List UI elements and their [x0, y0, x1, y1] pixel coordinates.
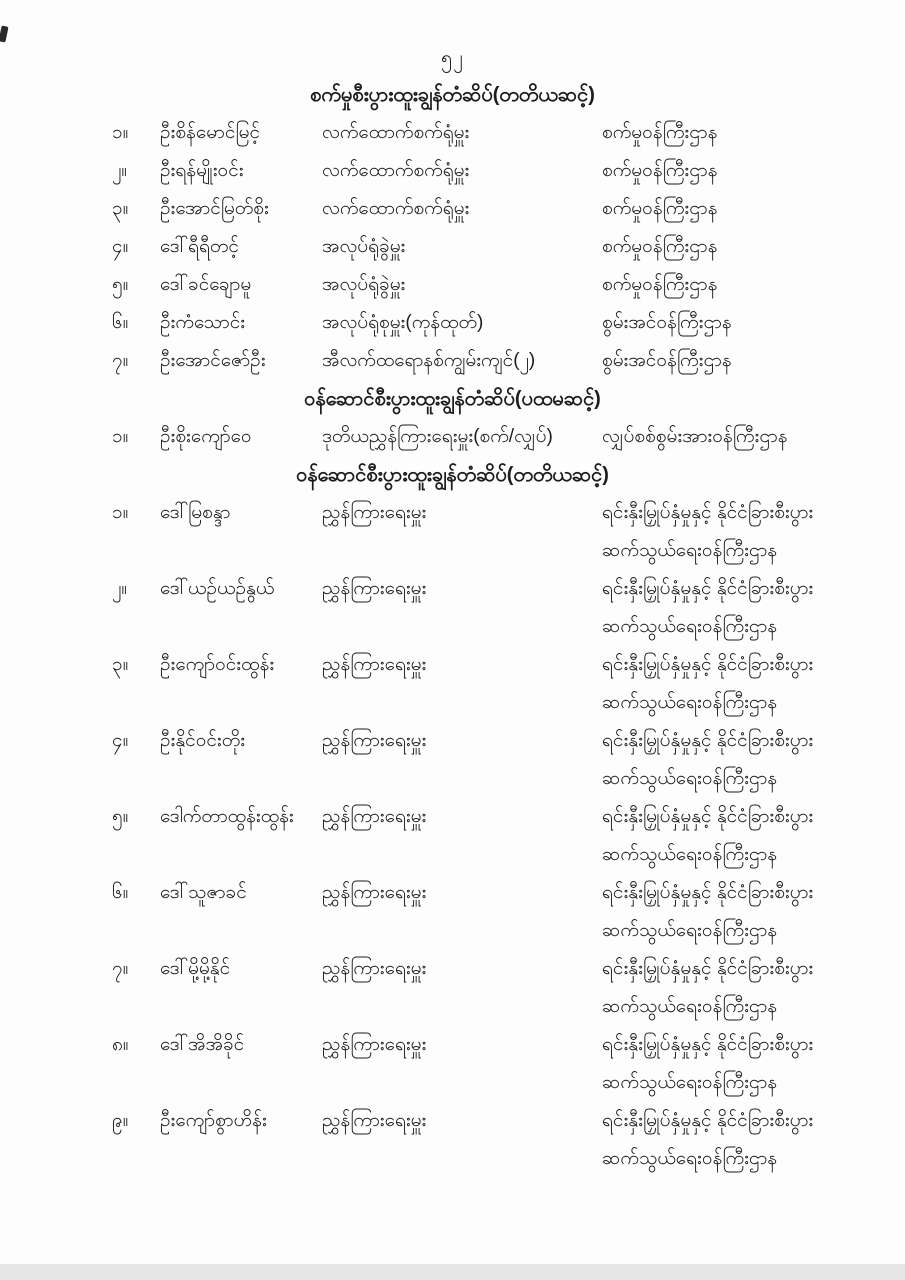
recipient-department	[602, 304, 869, 342]
recipient-row	[112, 646, 869, 722]
recipient-department	[602, 798, 869, 874]
recipient-position: အလုပ်ရုံခွဲမှူး	[322, 274, 406, 295]
recipient-position: ညွှန်ကြားရေးမှူး	[322, 578, 427, 599]
page-number: ၅၂	[440, 47, 465, 69]
department-line: ရင်းနှီးမြှုပ်နှံမှုနှင့် နိုင်ငံခြားစီးပွား	[602, 578, 814, 599]
recipient-position: ညွှန်ကြားရေးမှူး	[322, 806, 427, 827]
department-line: ရင်းနှီးမြှုပ်နှံမှုနှင့် နိုင်ငံခြားစီးပွား	[602, 1034, 814, 1055]
recipient-department	[602, 494, 869, 570]
row-number: ၇။	[112, 958, 129, 979]
recipient-position: အလုပ်ရုံခွဲမှူး	[322, 236, 406, 257]
recipient-position: ညွှန်ကြားရေးမှူး	[322, 654, 427, 675]
recipient-name: ဒေါ်ခင်ချောမူ	[160, 274, 252, 295]
recipient-row	[112, 418, 869, 456]
recipient-department	[602, 570, 869, 646]
recipient-name: ဦးကျော်ဝင်းထွန်း	[160, 654, 275, 675]
scan-edge-shadow	[0, 1264, 905, 1280]
row-number: ၂။	[112, 160, 128, 181]
department-line: စွမ်းအင်ဝန်ကြီးဌာန	[602, 350, 732, 371]
recipient-position: ဒုတိယညွှန်ကြားရေးမှူး(စက်/လျှပ်)	[322, 426, 553, 447]
department-line: စွမ်းအင်ဝန်ကြီးဌာန	[602, 312, 732, 333]
recipient-position: ညွှန်ကြားရေးမှူး	[322, 1034, 427, 1055]
recipient-row	[112, 114, 869, 152]
row-number: ၁။	[112, 502, 129, 523]
recipient-row	[112, 494, 869, 570]
row-number: ၇။	[112, 350, 129, 371]
department-line: ရင်းနှီးမြှုပ်နှံမှုနှင့် နိုင်ငံခြားစီးပွား	[602, 882, 814, 903]
section-heading: စက်မှုစီးပွားထူးချွန်တံဆိပ်(တတိယဆင့်)	[310, 84, 595, 106]
recipient-department	[602, 950, 869, 1026]
department-line: စက်မှုဝန်ကြီးဌာန	[602, 160, 718, 181]
row-number: ၅။	[112, 274, 129, 295]
department-line: စက်မှုဝန်ကြီးဌာန	[602, 236, 718, 257]
recipient-position: အလုပ်ရုံစုမှူး(ကုန်ထုတ်)	[322, 312, 484, 333]
recipient-name: ဒေါ်ရီရီတင့်	[160, 236, 239, 257]
recipient-row	[112, 190, 869, 228]
recipient-department	[602, 228, 869, 266]
recipient-department	[602, 722, 869, 798]
recipient-department	[602, 1026, 869, 1102]
recipient-position: ညွှန်ကြားရေးမှူး	[322, 1110, 427, 1131]
department-line: ဆက်သွယ်ရေးဝန်ကြီးဌာန	[602, 1072, 778, 1093]
department-line: စက်မှုဝန်ကြီးဌာန	[602, 274, 718, 295]
recipient-row	[112, 950, 869, 1026]
recipient-row	[112, 342, 869, 380]
row-number: ၁။	[112, 426, 129, 447]
department-line: ဆက်သွယ်ရေးဝန်ကြီးဌာန	[602, 616, 778, 637]
recipient-name: ဦးကျော်စွာဟိန်း	[160, 1110, 267, 1131]
department-line: ရင်းနှီးမြှုပ်နှံမှုနှင့် နိုင်ငံခြားစီးပွား	[602, 806, 814, 827]
recipient-position: လက်ထောက်စက်ရုံမှူး	[322, 198, 470, 219]
section-heading: ဝန်ဆောင်စီးပွားထူးချွန်တံဆိပ်(ပထမဆင့်)	[304, 388, 601, 410]
recipient-position: ညွှန်ကြားရေးမှူး	[322, 730, 427, 751]
recipient-row	[112, 1026, 869, 1102]
row-number: ၈။	[112, 1034, 129, 1055]
department-line: ဆက်သွယ်ရေးဝန်ကြီးဌာန	[602, 996, 778, 1017]
recipient-row	[112, 798, 869, 874]
department-line: ရင်းနှီးမြှုပ်နှံမှုနှင့် နိုင်ငံခြားစီးပွား	[602, 654, 814, 675]
recipient-row	[112, 570, 869, 646]
row-number: ၆။	[112, 312, 129, 333]
department-line: ရင်းနှီးမြှုပ်နှံမှုနှင့် နိုင်ငံခြားစီးပွား	[602, 502, 814, 523]
recipient-department	[602, 266, 869, 304]
recipient-name: ဒေါ်မြစန္ဒာ	[160, 502, 231, 523]
recipient-name: ဦးရန်မျိုးဝင်း	[160, 160, 244, 181]
recipient-row	[112, 152, 869, 190]
recipient-department	[602, 190, 869, 228]
department-line: လျှပ်စစ်စွမ်းအားဝန်ကြီးဌာန	[602, 426, 788, 447]
recipient-row	[112, 304, 869, 342]
department-line: ဆက်သွယ်ရေးဝန်ကြီးဌာန	[602, 540, 778, 561]
recipient-department	[602, 874, 869, 950]
recipient-name: ဦးအောင်ဇော်ဦး	[160, 350, 266, 371]
recipient-department	[602, 1102, 869, 1178]
recipient-name: ဒေါ်ယဉ်ယဉ်နွယ်	[160, 578, 275, 599]
recipient-department	[602, 152, 869, 190]
department-line: စက်မှုဝန်ကြီးဌာန	[602, 198, 718, 219]
recipient-department	[602, 646, 869, 722]
recipient-name: ဦးစိုးကျော်ဝေ	[160, 426, 252, 447]
row-number: ၄။	[112, 236, 129, 257]
recipient-position: အီလက်ထရောနစ်ကျွမ်းကျင်(၂)	[322, 350, 536, 371]
row-number: ၁။	[112, 122, 129, 143]
recipient-name: ဦးကံသောင်း	[160, 312, 246, 333]
section-heading: ဝန်ဆောင်စီးပွားထူးချွန်တံဆိပ်(တတိယဆင့်)	[296, 464, 609, 486]
row-number: ၄။	[112, 730, 129, 751]
recipient-name: ဦးစိန်မောင်မြင့်	[160, 122, 260, 143]
department-line: ဆက်သွယ်ရေးဝန်ကြီးဌာန	[602, 768, 778, 789]
row-number: ၆။	[112, 882, 129, 903]
row-number: ၂။	[112, 578, 128, 599]
recipient-name: ဦးနိုင်ဝင်းတိုး	[160, 730, 246, 751]
recipient-name: ဒေါ်သူဇာခင်	[160, 882, 247, 903]
department-line: ရင်းနှီးမြှုပ်နှံမှုနှင့် နိုင်ငံခြားစီးပွား	[602, 958, 814, 979]
row-number: ၉။	[112, 1110, 129, 1131]
department-line: ရင်းနှီးမြှုပ်နှံမှုနှင့် နိုင်ငံခြားစီးပွား	[602, 730, 814, 751]
recipient-department	[602, 114, 869, 152]
recipient-position: ညွှန်ကြားရေးမှူး	[322, 958, 427, 979]
department-line: ဆက်သွယ်ရေးဝန်ကြီးဌာန	[602, 920, 778, 941]
award-list	[0, 76, 905, 1178]
recipient-department	[602, 418, 869, 456]
department-line: စက်မှုဝန်ကြီးဌာန	[602, 122, 718, 143]
recipient-name: ဦးအောင်မြတ်စိုး	[160, 198, 269, 219]
row-number: ၃။	[112, 654, 129, 675]
department-line: ဆက်သွယ်ရေးဝန်ကြီးဌာန	[602, 692, 778, 713]
recipient-row	[112, 228, 869, 266]
recipient-name: ဒေါ်အိအိခိုင်	[160, 1034, 245, 1055]
department-line: ရင်းနှီးမြှုပ်နှံမှုနှင့် နိုင်ငံခြားစီးပွား	[602, 1110, 814, 1131]
recipient-department	[602, 342, 869, 380]
recipient-position: ညွှန်ကြားရေးမှူး	[322, 882, 427, 903]
recipient-row	[112, 1102, 869, 1178]
department-line: ဆက်သွယ်ရေးဝန်ကြီးဌာန	[602, 1148, 778, 1169]
row-number: ၃။	[112, 198, 129, 219]
recipient-name: ဒေါက်တာထွန်းထွန်း	[160, 806, 294, 827]
recipient-position: ညွှန်ကြားရေးမှူး	[322, 502, 427, 523]
recipient-row	[112, 874, 869, 950]
recipient-row	[112, 722, 869, 798]
recipient-position: လက်ထောက်စက်ရုံမှူး	[322, 122, 470, 143]
row-number: ၅။	[112, 806, 129, 827]
recipient-position: လက်ထောက်စက်ရုံမှူး	[322, 160, 470, 181]
recipient-row	[112, 266, 869, 304]
department-line: ဆက်သွယ်ရေးဝန်ကြီးဌာန	[602, 844, 778, 865]
recipient-name: ဒေါ်မို့မို့နိုင်	[160, 958, 231, 979]
